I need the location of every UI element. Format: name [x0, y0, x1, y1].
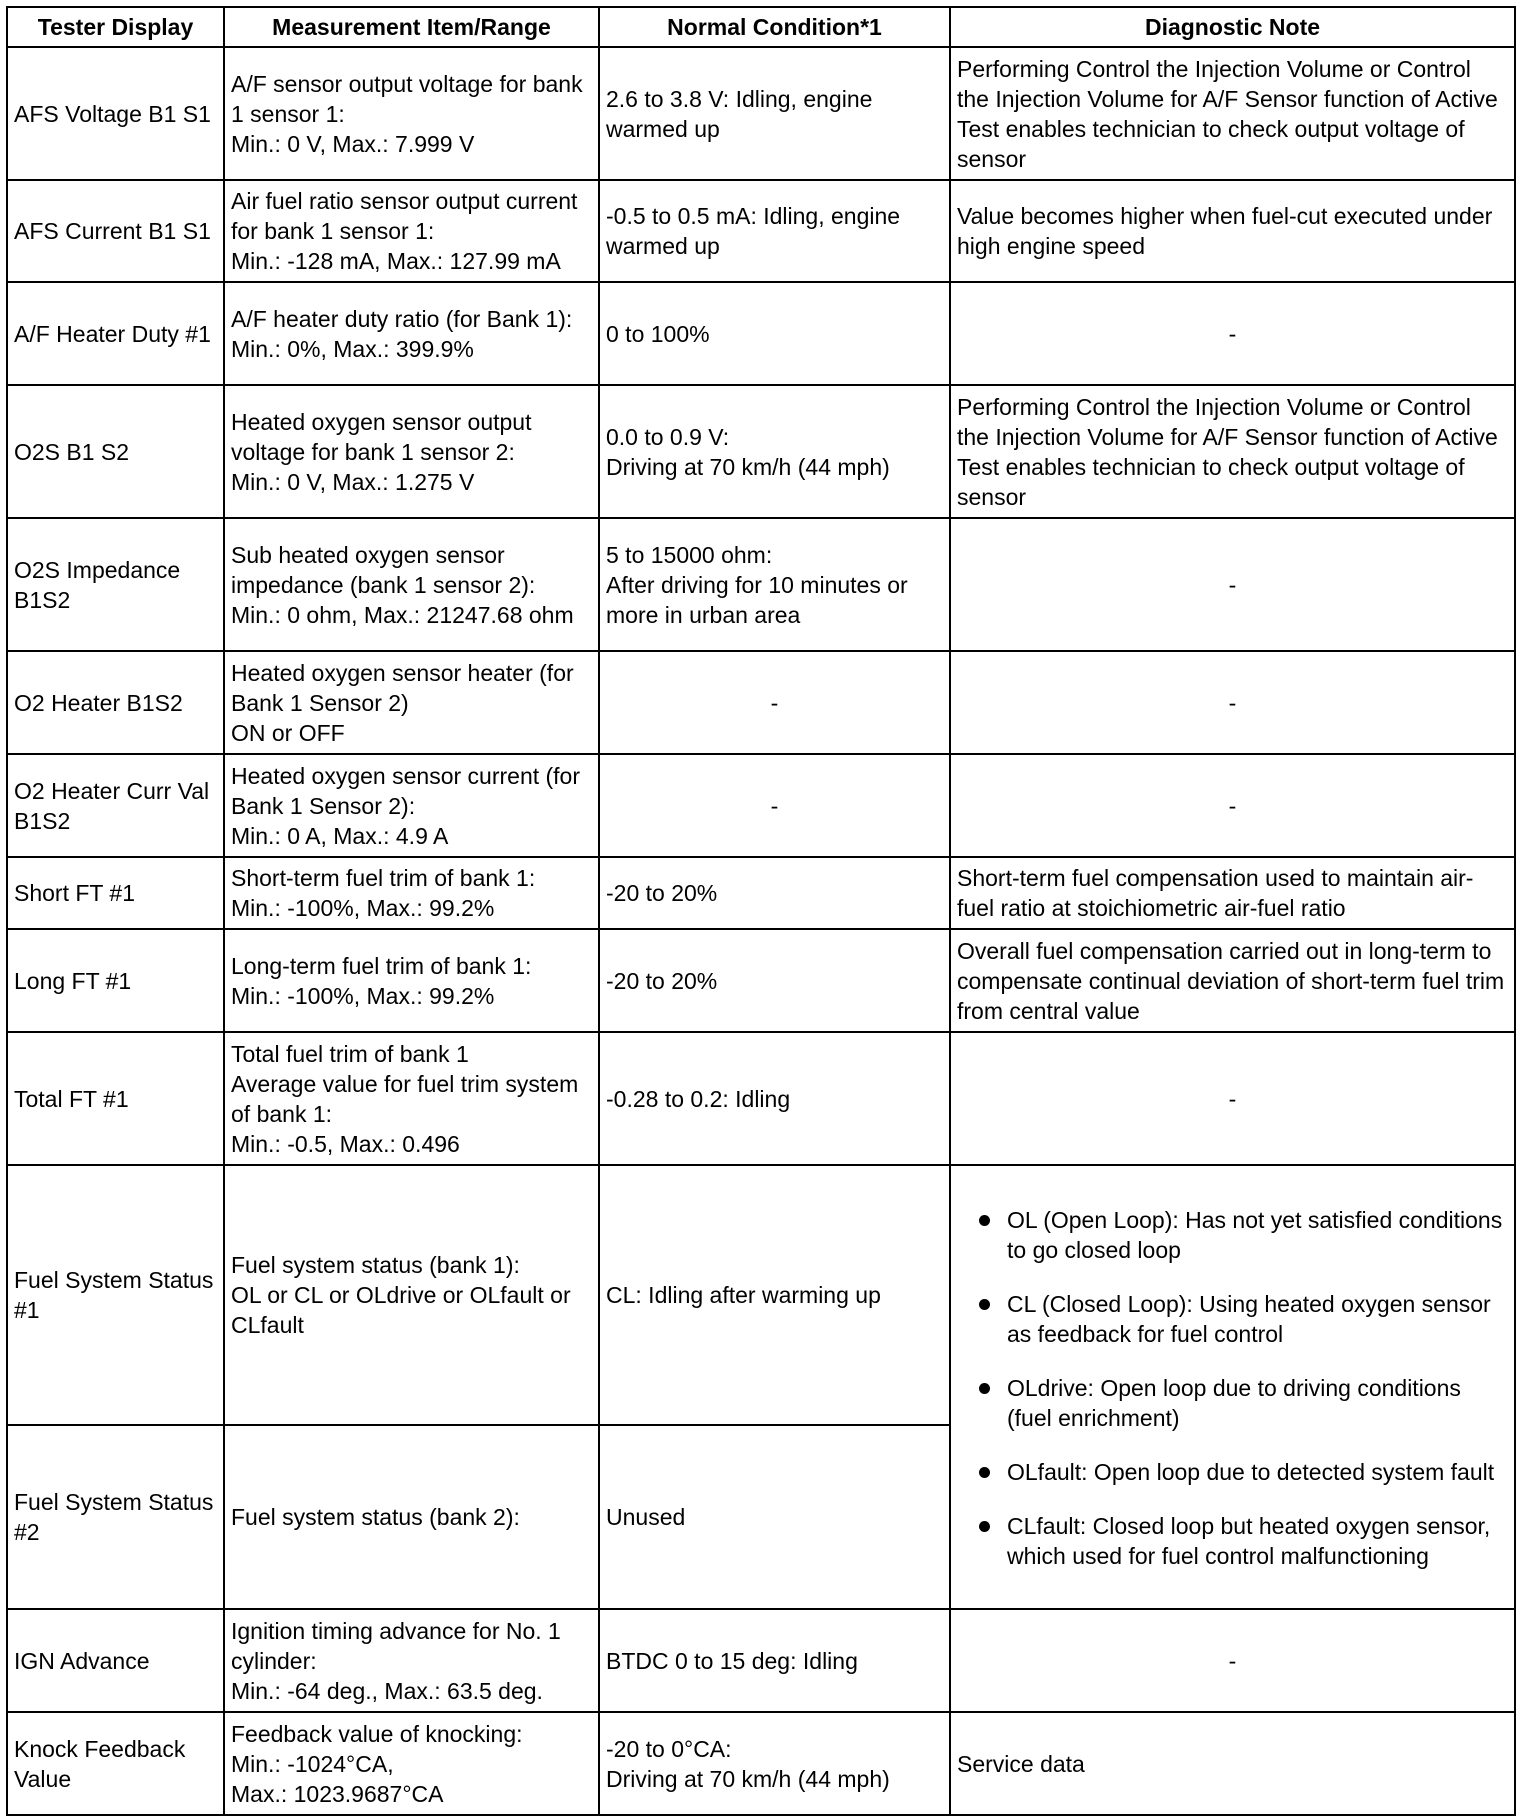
cell-tester-display: O2S Impedance B1S2: [7, 518, 224, 651]
bullet-icon: [979, 1299, 990, 1310]
cell-measurement: [224, 47, 599, 180]
cell-measurement: [224, 857, 599, 929]
measurement-line: Fuel system status (bank 2):: [231, 1504, 520, 1530]
cell-normal-condition: BTDC 0 to 15 deg: Idling: [599, 1609, 950, 1712]
table-row: [7, 1712, 1515, 1815]
table-row: [7, 385, 1515, 518]
cell-diagnostic-note: -: [950, 282, 1515, 385]
measurement-line: ON or OFF: [231, 719, 345, 746]
list-item-text: CL (Closed Loop): Using heated oxygen sensor as feedback for fuel control: [1007, 1291, 1491, 1347]
measurement-line: Average value for fuel trim system of bank 1:: [231, 1070, 579, 1127]
cell-tester-display: Short FT #1: [7, 857, 224, 929]
cell-measurement: [224, 1032, 599, 1165]
cell-diagnostic-note: Performing Control the Injection Volume or Control the Injection Volume for A/F Sensor function of Active Test enables technician to check output voltage of sensor: [950, 385, 1515, 518]
cell-diagnostic-note: Short-term fuel compensation used to maintain air-fuel ratio at stoichiometric air-fuel ratio: [950, 857, 1515, 929]
table-row: [7, 47, 1515, 180]
measurement-line: Heated oxygen sensor heater (for Bank 1 Sensor 2): [231, 659, 574, 716]
cell-tester-display: Fuel System Status #2: [7, 1425, 224, 1609]
list-item: [957, 1457, 1508, 1487]
cell-normal-condition: [599, 385, 950, 518]
list-item-text: CLfault: Closed loop but heated oxygen sensor, which used for fuel control malfunctioning: [1007, 1513, 1491, 1569]
measurement-line: Min.: -1024°CA,: [231, 1750, 394, 1777]
cell-normal-condition: -20 to 20%: [599, 857, 950, 929]
header-row: [7, 7, 1515, 47]
cell-diagnostic-note: -: [950, 1032, 1515, 1165]
measurement-line: Feedback value of knocking:: [231, 1720, 523, 1747]
cell-diagnostic-note: Value becomes higher when fuel-cut executed under high engine speed: [950, 180, 1515, 282]
bullet-icon: [979, 1383, 990, 1394]
cell-tester-display: O2S B1 S2: [7, 385, 224, 518]
cell-normal-condition: -0.28 to 0.2: Idling: [599, 1032, 950, 1165]
table-row: [7, 857, 1515, 929]
cell-measurement: [224, 1425, 599, 1609]
table-row: [7, 754, 1515, 857]
cell-diagnostic-note: Overall fuel compensation carried out in long-term to compensate continual deviation of short-term fuel trim from central value: [950, 929, 1515, 1032]
spec-page: [6, 6, 1514, 1810]
cell-measurement: [224, 1609, 599, 1712]
cell-tester-display: AFS Voltage B1 S1: [7, 47, 224, 180]
measurement-line: Min.: 0 A, Max.: 4.9 A: [231, 822, 449, 849]
cell-measurement: [224, 754, 599, 857]
measurement-line: Min.: 0 ohm, Max.: 21247.68 ohm: [231, 601, 574, 628]
cell-measurement: [224, 1165, 599, 1425]
list-item: [957, 1205, 1508, 1265]
list-item-text: OLdrive: Open loop due to driving conditions (fuel enrichment): [1007, 1375, 1461, 1431]
header-diagnostic-note: Diagnostic Note: [950, 7, 1515, 47]
cell-measurement: [224, 651, 599, 754]
normal-line: 5 to 15000 ohm:: [606, 541, 773, 568]
table-row: [7, 1165, 1515, 1425]
table-row: [7, 1609, 1515, 1712]
measurement-line: Min.: -128 mA, Max.: 127.99 mA: [231, 248, 561, 274]
cell-measurement: [224, 180, 599, 282]
measurement-line: A/F sensor output voltage for bank 1 sensor 1:: [231, 70, 583, 127]
cell-diagnostic-note: [950, 1165, 1515, 1609]
normal-line: 0.0 to 0.9 V:: [606, 423, 730, 450]
cell-normal-condition: 0 to 100%: [599, 282, 950, 385]
list-item: [957, 1289, 1508, 1349]
measurement-line: Min.: 0 V, Max.: 1.275 V: [231, 468, 475, 495]
cell-normal-condition: -0.5 to 0.5 mA: Idling, engine warmed up: [599, 180, 950, 282]
list-item-text: OLfault: Open loop due to detected system fault: [1007, 1459, 1495, 1485]
cell-tester-display: AFS Current B1 S1: [7, 180, 224, 282]
cell-diagnostic-note: -: [950, 1609, 1515, 1712]
bullet-icon: [979, 1521, 990, 1532]
cell-tester-display: Fuel System Status #1: [7, 1165, 224, 1425]
cell-diagnostic-note: Service data: [950, 1712, 1515, 1815]
header-measurement: Measurement Item/Range: [224, 7, 599, 47]
cell-diagnostic-note: -: [950, 754, 1515, 857]
cell-tester-display: O2 Heater Curr Val B1S2: [7, 754, 224, 857]
measurement-line: Heated oxygen sensor current (for Bank 1 Sensor 2):: [231, 762, 581, 819]
measurement-line: Min.: 0 V, Max.: 7.999 V: [231, 130, 475, 157]
measurement-line: Min.: -100%, Max.: 99.2%: [231, 895, 495, 921]
list-item: [957, 1511, 1508, 1571]
cell-measurement: [224, 385, 599, 518]
cell-normal-condition: 2.6 to 3.8 V: Idling, engine warmed up: [599, 47, 950, 180]
header-tester-display: Tester Display: [7, 7, 224, 47]
bullet-icon: [979, 1215, 990, 1226]
table-row: [7, 1032, 1515, 1165]
measurement-line: Max.: 1023.9687°CA: [231, 1780, 444, 1807]
table-row: [7, 651, 1515, 754]
cell-measurement: [224, 282, 599, 385]
measurement-line: Min.: 0%, Max.: 399.9%: [231, 335, 474, 362]
table-row: [7, 518, 1515, 651]
measurement-line: Heated oxygen sensor output voltage for bank 1 sensor 2:: [231, 408, 532, 465]
cell-tester-display: A/F Heater Duty #1: [7, 282, 224, 385]
list-item: [957, 1373, 1508, 1433]
measurement-line: Air fuel ratio sensor output current for bank 1 sensor 1:: [231, 188, 578, 244]
measurement-line: Total fuel trim of bank 1: [231, 1040, 469, 1067]
cell-tester-display: Total FT #1: [7, 1032, 224, 1165]
measurement-line: Long-term fuel trim of bank 1:: [231, 952, 532, 979]
cell-normal-condition: -: [599, 651, 950, 754]
cell-measurement: [224, 518, 599, 651]
normal-line: -20 to 0°CA:: [606, 1735, 732, 1762]
cell-diagnostic-note: Performing Control the Injection Volume or Control the Injection Volume for A/F Sensor function of Active Test enables technician to check output voltage of sensor: [950, 47, 1515, 180]
cell-normal-condition: [599, 1712, 950, 1815]
cell-normal-condition: -20 to 20%: [599, 929, 950, 1032]
normal-line: Driving at 70 km/h (44 mph): [606, 1765, 890, 1792]
cell-normal-condition: [599, 518, 950, 651]
header-normal-condition: Normal Condition*1: [599, 7, 950, 47]
measurement-line: Ignition timing advance for No. 1 cylinder:: [231, 1617, 561, 1674]
cell-tester-display: O2 Heater B1S2: [7, 651, 224, 754]
table-row: [7, 929, 1515, 1032]
cell-tester-display: Knock Feedback Value: [7, 1712, 224, 1815]
measurement-line: Min.: -64 deg., Max.: 63.5 deg.: [231, 1677, 543, 1704]
cell-measurement: [224, 929, 599, 1032]
measurement-line: Fuel system status (bank 1):: [231, 1252, 520, 1278]
data-list-table: [6, 6, 1516, 1816]
cell-measurement: [224, 1712, 599, 1815]
cell-normal-condition: Unused: [599, 1425, 950, 1609]
cell-tester-display: Long FT #1: [7, 929, 224, 1032]
table-row: [7, 282, 1515, 385]
measurement-line: Min.: -0.5, Max.: 0.496: [231, 1130, 460, 1157]
normal-line: Driving at 70 km/h (44 mph): [606, 453, 890, 480]
table-row: [7, 180, 1515, 282]
measurement-line: A/F heater duty ratio (for Bank 1):: [231, 305, 573, 332]
cell-diagnostic-note: -: [950, 518, 1515, 651]
cell-tester-display: IGN Advance: [7, 1609, 224, 1712]
measurement-line: Min.: -100%, Max.: 99.2%: [231, 982, 495, 1009]
measurement-line: Short-term fuel trim of bank 1:: [231, 865, 536, 891]
fuel-status-list: [957, 1205, 1508, 1571]
list-item-text: OL (Open Loop): Has not yet satisfied conditions to go closed loop: [1007, 1207, 1503, 1263]
cell-normal-condition: CL: Idling after warming up: [599, 1165, 950, 1425]
bullet-icon: [979, 1467, 990, 1478]
measurement-line: OL or CL or OLdrive or OLfault or CLfault: [231, 1282, 571, 1338]
cell-normal-condition: -: [599, 754, 950, 857]
measurement-line: Sub heated oxygen sensor impedance (bank 1 sensor 2):: [231, 541, 536, 598]
cell-diagnostic-note: -: [950, 651, 1515, 754]
normal-line: After driving for 10 minutes or more in urban area: [606, 571, 908, 628]
